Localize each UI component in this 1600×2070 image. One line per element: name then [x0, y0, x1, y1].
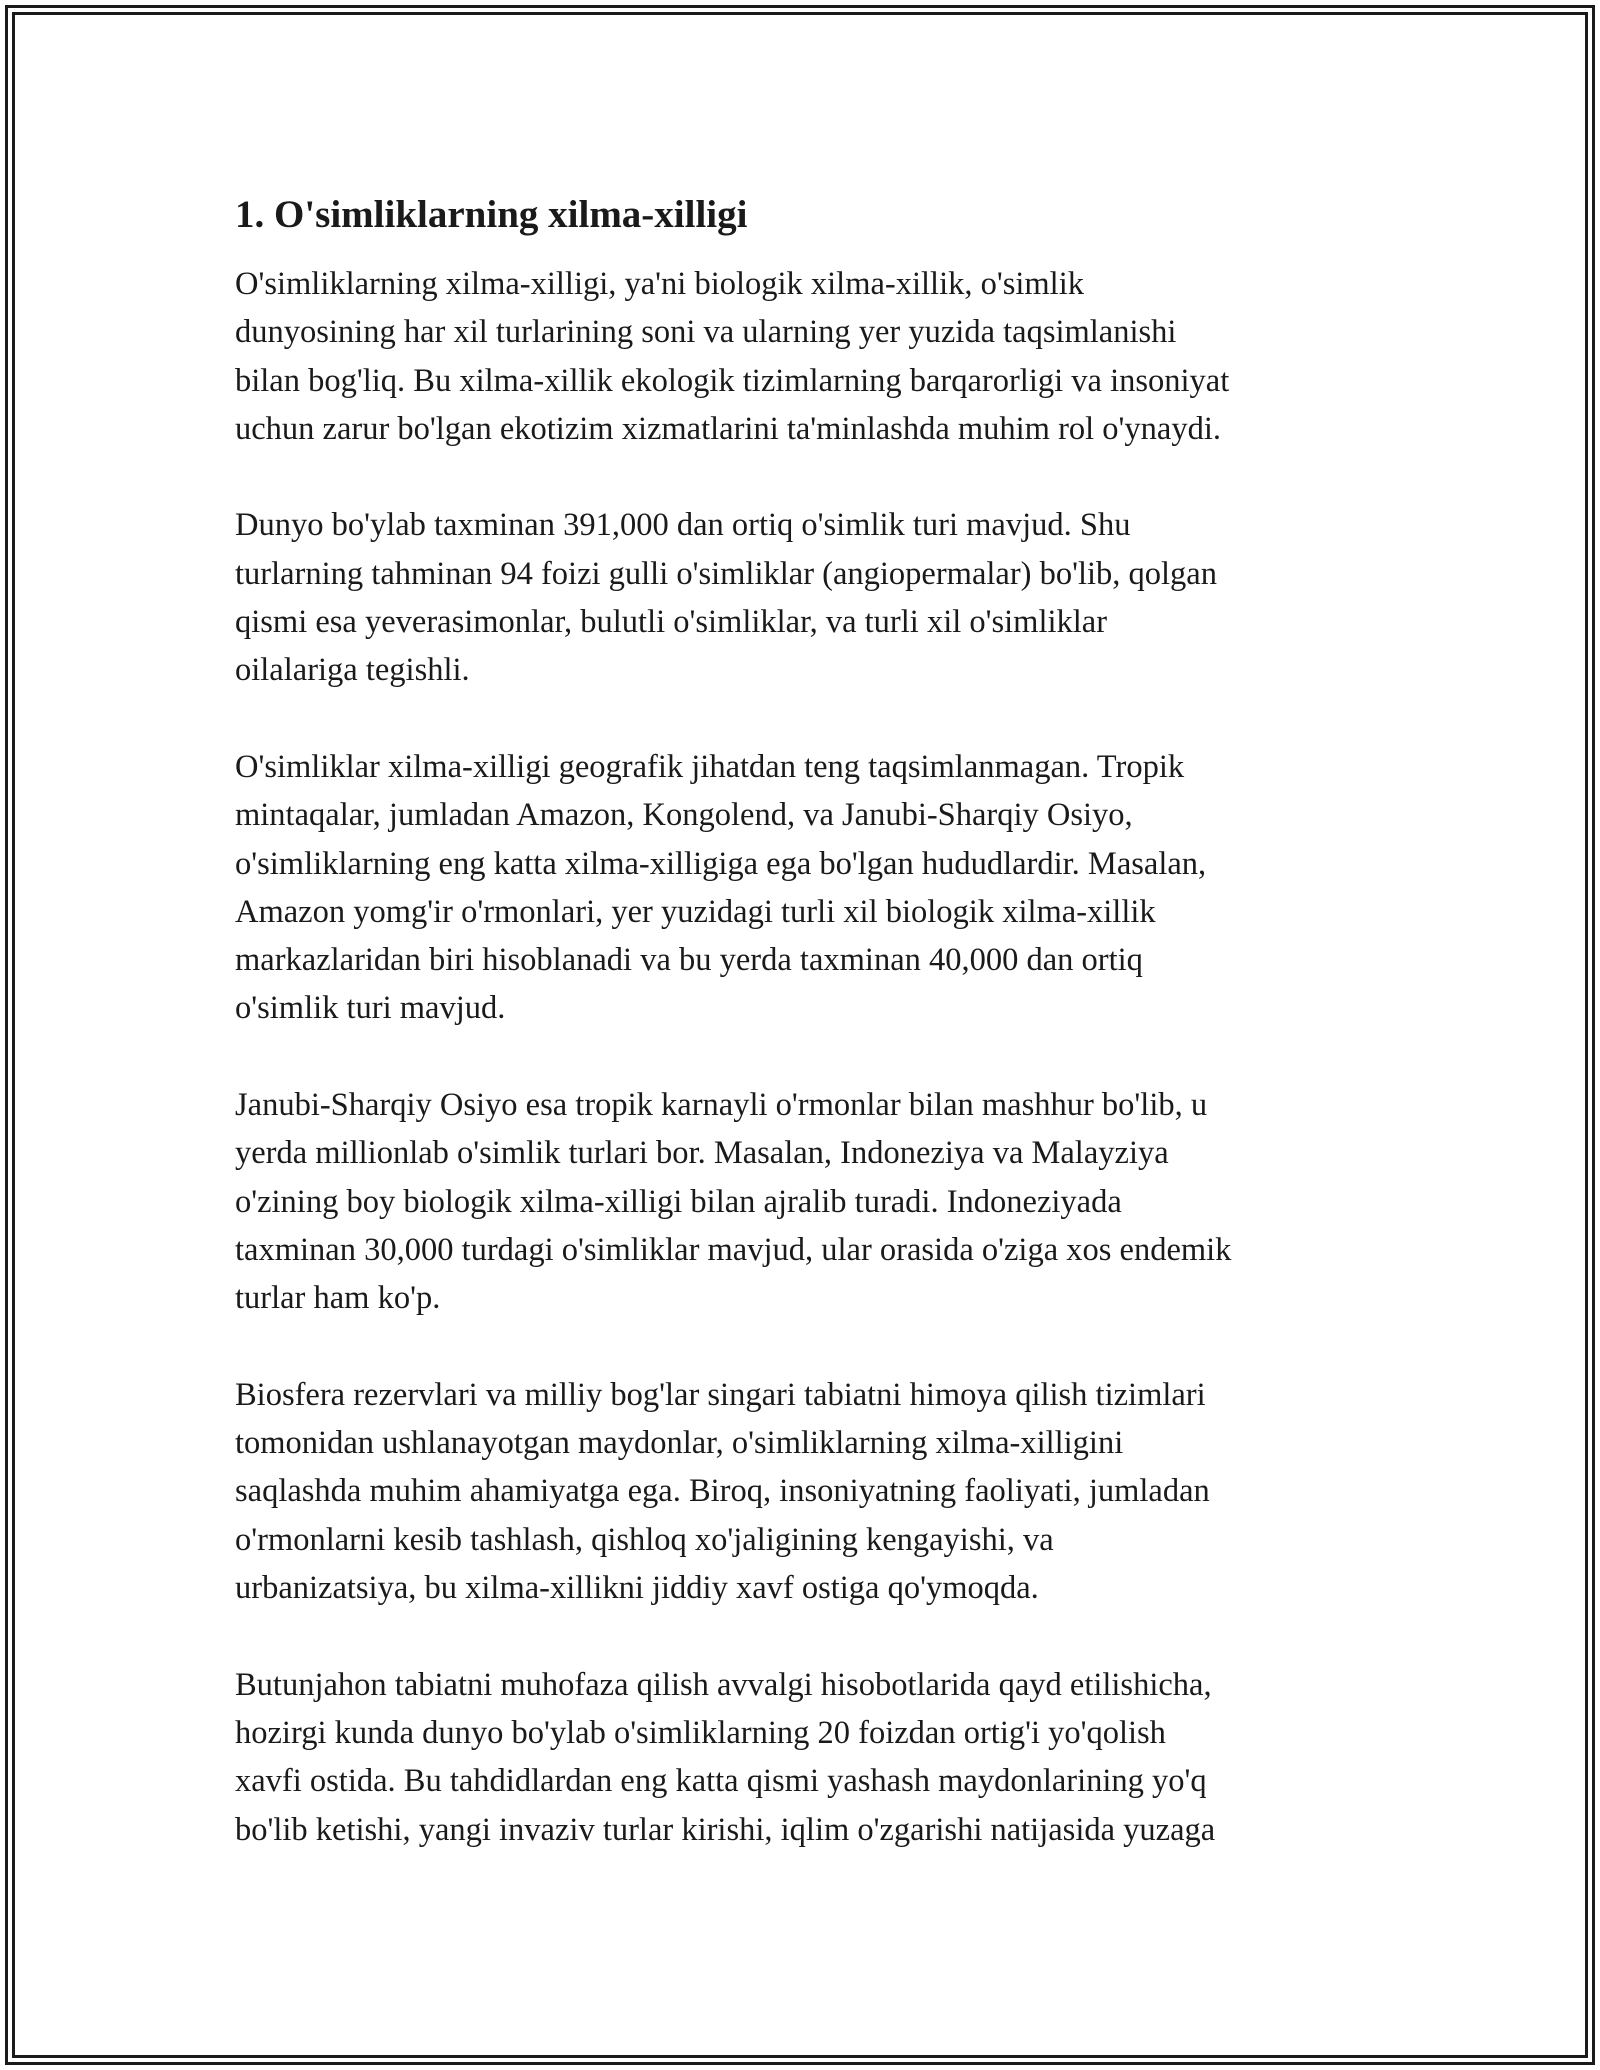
paragraph-line: o'zining boy biologik xilma-xilligi bilan ajralib turadi. Indoneziyada [235, 1183, 1122, 1220]
paragraph-line: Amazon yomg'ir o'rmonlari, yer yuzidagi turli xil biologik xilma-xillik [235, 893, 1156, 930]
paragraph [235, 501, 1380, 694]
paragraph-line: O'simliklar xilma-xilligi geografik jihatdan teng taqsimlanmagan. Tropik [235, 748, 1185, 785]
paragraph-line: xavfi ostida. Bu tahdidlardan eng katta qismi yashash maydonlarining yo'q [235, 1763, 1207, 1800]
paragraph-line: tomonidan ushlanayotgan maydonlar, o'simliklarning xilma-xilligini [235, 1425, 1124, 1462]
paragraph-line: Dunyo bo'ylab taxminan 391,000 dan ortiq o'simlik turi mavjud. Shu [235, 507, 1131, 544]
paragraph-line: qismi esa yeverasimonlar, bulutli o'simliklar, va turli xil o'simliklar [235, 604, 1108, 641]
paragraph [235, 743, 1380, 1033]
paragraph [235, 1371, 1380, 1612]
paragraph [235, 1081, 1380, 1322]
paragraph-line: saqlashda muhim ahamiyatga ega. Biroq, insoniyatning faoliyati, jumladan [235, 1473, 1210, 1510]
paragraph-line: turlar ham ko'p. [235, 1280, 441, 1317]
paragraph-line: Biosfera rezervlari va milliy bog'lar singari tabiatni himoya qilish tizimlari [235, 1376, 1206, 1413]
paragraph-line: bo'lib ketishi, yangi invaziv turlar kirishi, iqlim o'zgarishi natijasida yuzaga [235, 1811, 1216, 1848]
paragraph-line: mintaqalar, jumladan Amazon, Kongolend, va Janubi-Sharqiy Osiyo, [235, 797, 1133, 834]
paragraph-line: O'simliklarning xilma-xilligi, ya'ni biologik xilma-xillik, o'simlik [235, 266, 1084, 302]
paragraph-line: o'simliklarning eng katta xilma-xilligiga ega bo'lgan hududlardir. Masalan, [235, 845, 1207, 882]
paragraph-line: turlarning tahminan 94 foizi gulli o'simliklar (angiopermalar) bo'lib, qolgan [235, 555, 1217, 592]
paragraph-line: dunyosining har xil turlarining soni va ularning yer yuzida taqsimlanishi [235, 314, 1177, 351]
paragraph-line: taxminan 30,000 turdagi o'simliklar mavjud, ular orasida o'ziga xos endemik [235, 1231, 1232, 1268]
paragraph-line: o'simlik turi mavjud. [235, 990, 506, 1027]
paragraph-line: uchun zarur bo'lgan ekotizim xizmatlarini ta'minlashda muhim rol o'ynaydi. [235, 410, 1221, 447]
paragraph-line: Janubi-Sharqiy Osiyo esa tropik karnayli o'rmonlar bilan mashhur bo'lib, u [235, 1087, 1208, 1124]
paragraph-line: bilan bog'liq. Bu xilma-xillik ekologik tizimlarning barqarorligi va insoniyat [235, 362, 1230, 399]
paragraph-line: o'rmonlarni kesib tashlash, qishloq xo'jaligining kengayishi, va [235, 1521, 1054, 1558]
paragraph [235, 260, 1380, 453]
document-body [235, 188, 1380, 1902]
section-heading: 1. O'simliklarning xilma-xilligi [235, 193, 748, 236]
paragraph-list [235, 260, 1380, 1854]
paragraph-line: yerda millionlab o'simlik turlari bor. Masalan, Indoneziya va Malayziya [235, 1135, 1169, 1172]
paragraph-line: markazlaridan biri hisoblanadi va bu yerda taxminan 40,000 dan ortiq [235, 942, 1143, 979]
paragraph [235, 1661, 1380, 1854]
paragraph-line: hozirgi kunda dunyo bo'ylab o'simliklarning 20 foizdan ortig'i yo'qolish [235, 1714, 1166, 1751]
paragraph-line: oilalariga tegishli. [235, 652, 470, 689]
paragraph-line: Butunjahon tabiatni muhofaza qilish avvalgi hisobotlarida qayd etilishicha, [235, 1666, 1212, 1703]
paragraph-line: urbanizatsiya, bu xilma-xillikni jiddiy xavf ostiga qo'ymoqda. [235, 1570, 1039, 1607]
